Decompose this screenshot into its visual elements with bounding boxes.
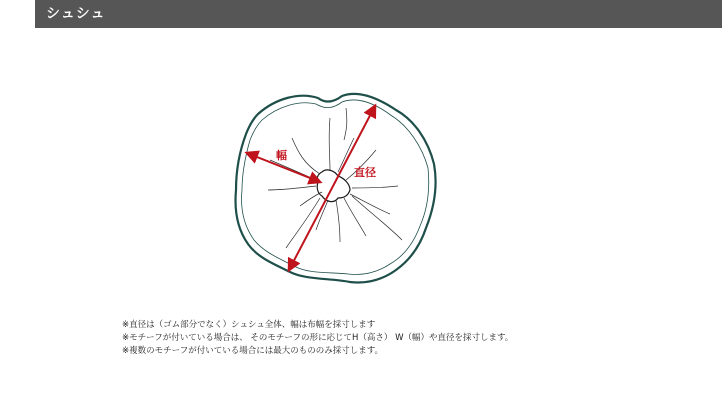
note-line: ※モチーフが付いている場合は、 そのモチーフの形に応じてH（高さ） W（幅）や直径を採寸します。 (122, 333, 514, 343)
width-label: 幅 (276, 149, 287, 162)
section-title: シュシュ (46, 6, 106, 22)
note-line: ※直径は（ゴム部分でなく）シュシュ全体、幅は布幅を採寸します (122, 320, 376, 330)
diameter-label: 直径 (354, 166, 376, 179)
note-line: ※複数のモチーフが付いている場合には最大のもののみ採寸します。 (122, 346, 384, 356)
measurement-notes (122, 319, 682, 358)
